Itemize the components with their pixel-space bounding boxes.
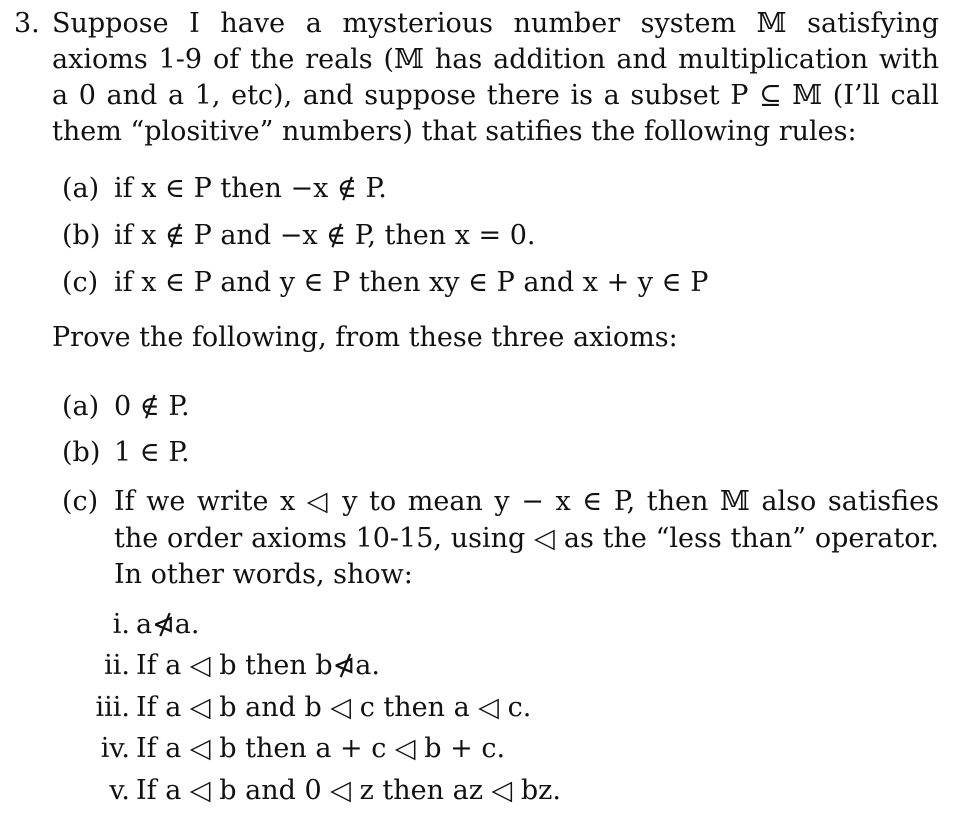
prove-heading: Prove the following, from these three axioms: [52, 322, 678, 353]
subitems-list [80, 604, 939, 812]
subitem-text: If a ◁ b and 0 ◁ z then az ◁ bz. [136, 774, 561, 806]
subitem-text: If a ◁ b then b⋪a. [136, 650, 380, 681]
subitem-label: v. [109, 774, 130, 806]
rule-label: (c) [62, 267, 99, 298]
rule-label: (a) [62, 173, 100, 204]
problem-intro-text: Suppose I have a mysterious number system 𝕄 satisfying axioms 1-9 of the reals (𝕄 has addition and multiplication with a 0 and a 1, etc), and suppose there is a subset P ⊆ 𝕄 (I’ll call them “plositive” numbers) that satifies the following rules: [52, 8, 939, 147]
task-label: (a) [62, 391, 100, 422]
subitem-label: i. [112, 608, 130, 640]
rule-item [62, 165, 939, 212]
problem-3 [14, 6, 939, 811]
rule-item [62, 259, 939, 306]
tasks-list [62, 384, 939, 594]
problem-number: 3. [14, 8, 40, 39]
rules-list [62, 165, 939, 306]
task-item [62, 484, 939, 594]
subitem [80, 728, 939, 770]
rule-item [62, 212, 939, 259]
subitem [80, 770, 939, 812]
subitem-label: ii. [104, 650, 130, 681]
problem-intro [14, 6, 939, 150]
rule-text: if x ∈ P and y ∈ P then xy ∈ P and x + y ∈ P [114, 267, 709, 298]
rule-text: if x ∈ P then −x ∉ P. [114, 173, 387, 204]
subitem-text: If a ◁ b and b ◁ c then a ◁ c. [136, 691, 532, 723]
subitem-text: If a ◁ b then a + c ◁ b + c. [136, 733, 506, 764]
subitem-label: iv. [100, 733, 130, 764]
rule-label: (b) [62, 220, 101, 251]
task-text: 0 ∉ P. [114, 391, 190, 422]
task-label: (c) [62, 486, 99, 517]
task-label: (b) [62, 437, 101, 468]
subitem-text: a⋪a. [136, 608, 200, 640]
subitem [80, 645, 939, 687]
task-item [62, 430, 939, 476]
subitem-label: iii. [95, 691, 130, 723]
subitem [80, 687, 939, 729]
subitem [80, 604, 939, 646]
rule-text: if x ∉ P and −x ∉ P, then x = 0. [114, 220, 536, 251]
task-item [62, 384, 939, 430]
task-text: If we write x ◁ y to mean y − x ∈ P, then 𝕄 also satisfies the order axioms 10-15, using ◁ as the “less than” operator. In other words, show: [114, 486, 939, 590]
task-text: 1 ∈ P. [114, 437, 190, 468]
